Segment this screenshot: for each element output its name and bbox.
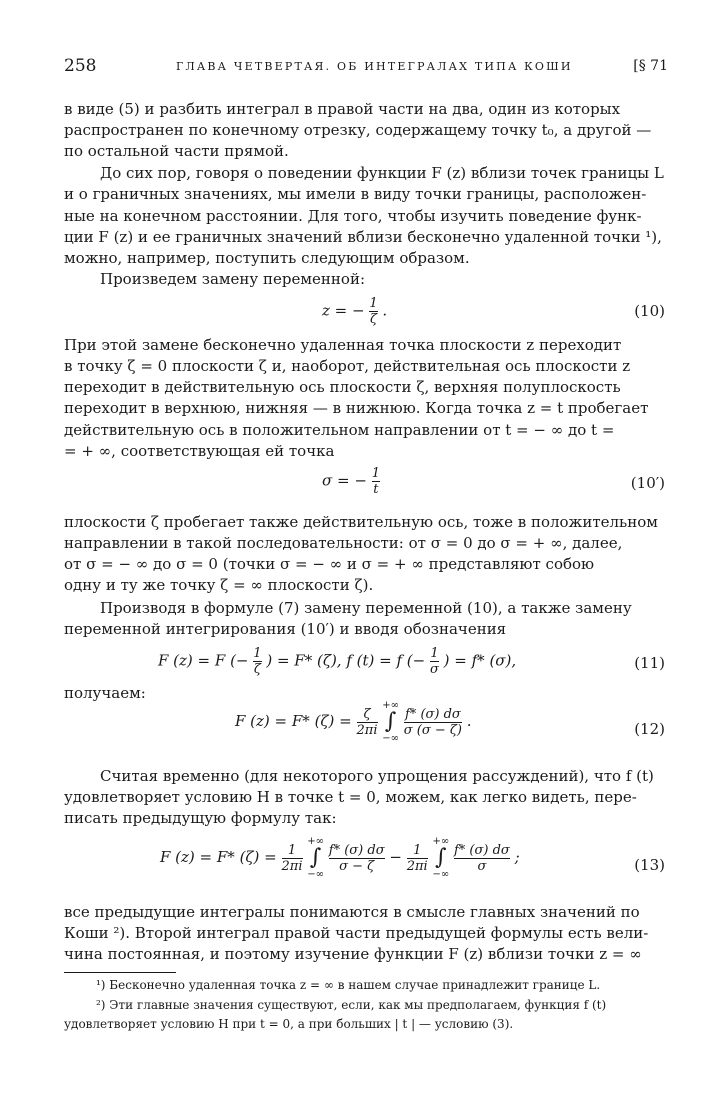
running-header bbox=[64, 56, 668, 78]
equation-12: F (z) = F* (ζ) = $\frac{\zeta}{2\pi i}$ +∞ ∫ −∞ $\frac{f* (\sigma) d\sigma}{\sigma (\sigma - \zeta)}$ . bbox=[235, 700, 472, 744]
text-line: в виде (5) и разбить интеграл в правой части на два, один из которых bbox=[64, 100, 621, 118]
equation-11: F (z) = F (− $\frac{1}{\zeta}$ ) = F* (ζ), f (t) = f (− $\frac{1}{\sigma}$ ) = f* (σ), bbox=[158, 646, 517, 677]
text-line: одну и ту же точку ζ = ∞ плоскости ζ). bbox=[64, 576, 374, 594]
equation-number: (10) bbox=[634, 302, 665, 320]
equation-number: (13) bbox=[634, 856, 665, 874]
footnote-2: ²) Эти главные значения существуют, если, как мы предполагаем, функция f (t) bbox=[96, 998, 607, 1012]
text-line: При этой замене бесконечно удаленная точка плоскости z переходит bbox=[64, 336, 622, 354]
integral-sign: +∞ ∫ −∞ bbox=[382, 700, 399, 744]
footnote-2-continued: удовлетворяет условию H при t = 0, а при больших | t | — условию (3). bbox=[64, 1017, 514, 1031]
page-number: 258 bbox=[64, 56, 97, 76]
text-line: от σ = − ∞ до σ = 0 (точки σ = − ∞ и σ = + ∞ представляют собою bbox=[64, 555, 595, 573]
text-line: плоскости ζ пробегает также действительную ось, тоже в положительном bbox=[64, 513, 658, 531]
text-line: ные на конечном расстоянии. Для того, чтобы изучить поведение функ- bbox=[64, 207, 642, 225]
equation-number: (11) bbox=[634, 654, 665, 672]
text-line: можно, например, поступить следующим образом. bbox=[64, 249, 470, 267]
equation-10: z = − $\frac{1}{\zeta}$ . bbox=[322, 296, 388, 327]
equation-10-prime: σ = − $\frac{1}{t}$ bbox=[322, 466, 380, 497]
text-line: все предыдущие интегралы понимаются в смысле главных значений по bbox=[64, 903, 640, 921]
text-line: писать предыдущую формулу так: bbox=[64, 809, 337, 827]
text-line: распространен по конечному отрезку, содержащему точку t₀, а другой — bbox=[64, 121, 652, 139]
integral-sign: +∞ ∫ −∞ bbox=[432, 836, 450, 880]
text-line: действительную ось в положительном направлении от t = − ∞ до t = bbox=[64, 421, 615, 439]
text-line: переменной интегрирования (10′) и вводя обозначения bbox=[64, 620, 507, 638]
text-line: Произведем замену переменной: bbox=[100, 270, 365, 288]
text-line: в точку ζ = 0 плоскости ζ и, наоборот, действительная ось плоскости z bbox=[64, 357, 631, 375]
footnote-divider bbox=[64, 972, 176, 973]
section-ref: [§ 71 bbox=[633, 58, 668, 74]
text-line: Коши ²). Второй интеграл правой части предыдущей формулы есть вели- bbox=[64, 924, 649, 942]
text-line: = + ∞, соответствующая ей точка bbox=[64, 442, 335, 460]
equation-number: (12) bbox=[634, 720, 665, 738]
text-line: направлении в такой последовательности: от σ = 0 до σ = + ∞, далее, bbox=[64, 534, 623, 552]
footnote-1: ¹) Бесконечно удаленная точка z = ∞ в нашем случае принадлежит границе L. bbox=[96, 978, 601, 992]
text-line: ции F (z) и ее граничных значений вблизи бесконечно удаленной точки ¹), bbox=[64, 228, 662, 246]
equation-13: F (z) = F* (ζ) = $\frac{1}{2\pi i}$ +∞ ∫ −∞ $\frac{f* (\sigma) d\sigma}{\sigma - \zeta}$ − $\frac{1}{2\pi i}$ +∞ ∫ −∞ $\frac{f* (\sigma) d\sigma}{\sigma}$ ; bbox=[160, 836, 520, 880]
text-line: До сих пор, говоря о поведении функции F (z) вблизи точек границы L bbox=[100, 164, 664, 182]
text-line: Считая временно (для некоторого упрощения рассуждений), что f (t) bbox=[100, 767, 654, 785]
integral-sign: +∞ ∫ −∞ bbox=[307, 836, 324, 880]
text-line: и о граничных значениях, мы имели в виду точки границы, расположен- bbox=[64, 185, 647, 203]
equation-number: (10′) bbox=[630, 474, 665, 492]
text-line: Производя в формуле (7) замену переменной (10), а также замену bbox=[100, 599, 632, 617]
chapter-title: ГЛАВА ЧЕТВЕРТАЯ. ОБ ИНТЕГРАЛАХ ТИПА КОШИ bbox=[176, 60, 573, 73]
text-line: удовлетворяет условию H в точке t = 0, можем, как легко видеть, пере- bbox=[64, 788, 637, 806]
text-line: переходит в действительную ось плоскости ζ, верхняя полуплоскость bbox=[64, 378, 621, 396]
text-line: по остальной части прямой. bbox=[64, 142, 289, 160]
text-line: переходит в верхнюю, нижняя — в нижнюю. Когда точка z = t пробегает bbox=[64, 399, 649, 417]
text-line: получаем: bbox=[64, 684, 146, 702]
text-line: чина постоянная, и поэтому изучение функции F (z) вблизи точки z = ∞ bbox=[64, 945, 642, 963]
